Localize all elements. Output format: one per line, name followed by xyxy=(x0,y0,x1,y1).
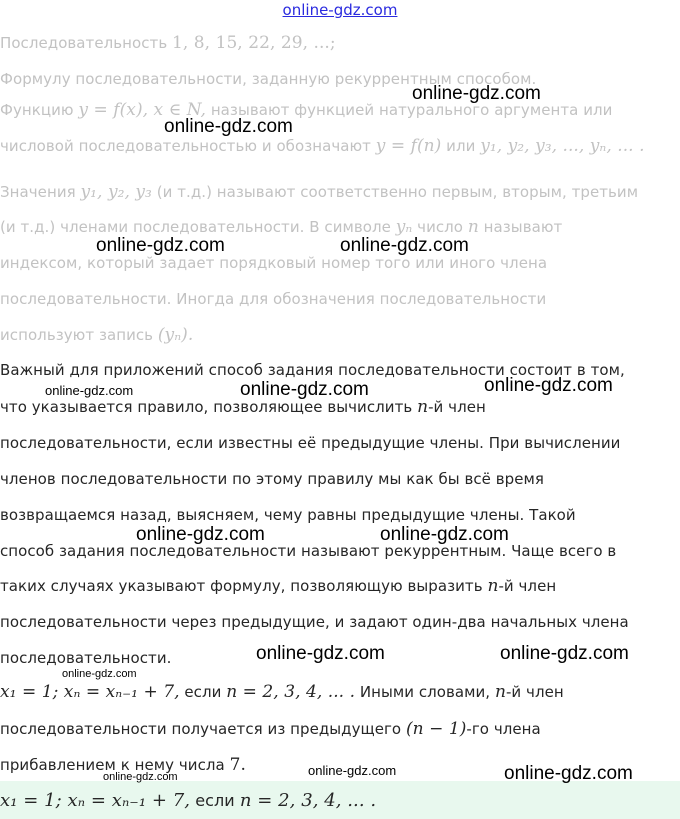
watermark: online-gdz.com xyxy=(164,116,293,137)
faded-line-1: Последовательность 1, 8, 15, 22, 29, ...; xyxy=(0,33,336,53)
watermark: online-gdz.com xyxy=(96,235,225,256)
site-link[interactable]: online-gdz.com xyxy=(282,1,398,19)
faded-line-2: Формулу последовательности, заданную рекуррентным способом. xyxy=(0,70,537,88)
body-line-6: способ задания последовательности называют рекуррентным. Чаще всего в xyxy=(0,542,617,560)
answer-formula: x₁ = 1; xₙ = xₙ₋₁ + 7, xyxy=(0,790,191,811)
body-line-9: последовательности. xyxy=(0,649,172,667)
sequence-math: 1, 8, 15, 22, 29, ...; xyxy=(172,33,336,53)
watermark: online-gdz.com xyxy=(103,771,178,783)
body-line-11: последовательности получается из предыдущего (n − 1)-го члена xyxy=(0,719,541,739)
body-line-2: что указывается правило, позволяющее вычислить n-й член xyxy=(0,397,486,417)
answer-line: x₁ = 1; xₙ = xₙ₋₁ + 7, если n = 2, 3, 4, ... . xyxy=(0,790,377,811)
watermark: online-gdz.com xyxy=(412,83,541,104)
watermark: online-gdz.com xyxy=(504,763,633,784)
watermark: online-gdz.com xyxy=(240,379,369,400)
watermark: online-gdz.com xyxy=(500,643,629,664)
body-line-8: последовательности через предыдущие, и задают один-два начальных члена xyxy=(0,613,629,631)
faded-line-9: используют запись (yₙ). xyxy=(0,325,194,345)
body-line-1: Важный для приложений способ задания последовательности состоит в том, xyxy=(0,361,625,379)
watermark: online-gdz.com xyxy=(340,235,469,256)
faded-line-3: Функцию y = f(x), x ∈ N, называют функцией натурального аргумента или xyxy=(0,100,613,120)
body-line-3: последовательности, если известны её предыдущие члены. При вычислении xyxy=(0,434,621,452)
body-line-12: прибавлением к нему числа 7. xyxy=(0,755,246,775)
faded-line-5: Значения y₁, y₂, y₃ (и т.д.) называют соответственно первым, вторым, третьим xyxy=(0,182,639,202)
recurrence-formula: x₁ = 1; xₙ = xₙ₋₁ + 7, xyxy=(0,682,180,702)
faded-line-7: индексом, который задает порядковый номер того или иного члена xyxy=(0,254,548,272)
faded-line-6: (и т.д.) членами последовательности. В символе yₙ число n называют xyxy=(0,217,563,237)
watermark: online-gdz.com xyxy=(256,643,385,664)
body-line-10: x₁ = 1; xₙ = xₙ₋₁ + 7, если n = 2, 3, 4, ... . Иными словами, n-й член xyxy=(0,682,564,702)
watermark: online-gdz.com xyxy=(62,668,137,680)
watermark: online-gdz.com xyxy=(45,383,134,398)
body-line-7: таких случаях указывают формулу, позволяющую выразить n-й член xyxy=(0,576,557,596)
watermark: online-gdz.com xyxy=(380,524,509,545)
faded-line-8: последовательности. Иногда для обозначения последовательности xyxy=(0,290,547,308)
body-line-4: членов последовательности по этому правилу мы как бы всё время xyxy=(0,470,544,488)
body-line-5: возвращаемся назад, выясняем, чему равны предыдущие члены. Такой xyxy=(0,506,576,524)
watermark: online-gdz.com xyxy=(484,375,613,396)
watermark: online-gdz.com xyxy=(136,524,265,545)
faded-line-4: числовой последовательностью и обозначают y = f(n) или y₁, y₂, y₃, ..., yₙ, ... . xyxy=(0,136,645,156)
watermark: online-gdz.com xyxy=(308,763,397,778)
